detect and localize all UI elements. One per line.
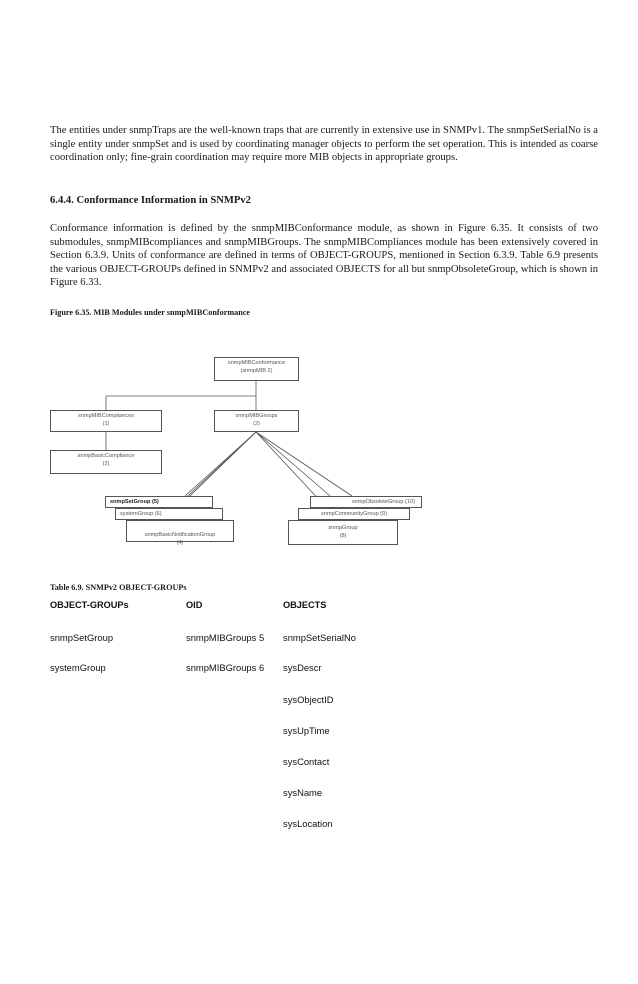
node-oid: (8) (339, 532, 347, 539)
figure-caption: Figure 6.35. MIB Modules under snmpMIBConformance (50, 308, 251, 317)
section-heading: 6.4.4. Conformance Information in SNMPv2 (50, 195, 251, 206)
node-name: snmpGroup (328, 525, 358, 531)
header-oid: OID (186, 600, 203, 610)
node-snmp-community-group (298, 508, 410, 520)
node-name: snmpCommunityGroup (9) (321, 511, 387, 517)
cell-object: sysObjectID (283, 694, 334, 705)
node-snmp-mib-conformance (214, 357, 299, 381)
node-name: snmpMIBConformance (227, 360, 286, 366)
node-name: snmpMIBGroups (235, 413, 278, 419)
table-caption: Table 6.9. SNMPv2 OBJECT-GROUPs (50, 583, 187, 592)
node-name: snmpBasicNotificationGroup (144, 532, 216, 538)
cell-object: sysLocation (283, 818, 333, 829)
node-oid: (4) (176, 539, 184, 546)
paragraph-conformance: Conformance information is defined by the snmpMIBConformance module, as shown in Figure 6.35. It consists of two submodules, snmpMIBcompliances and snmpMIBGroups. The snmpMIBCompliances module has been extensively covered in Section 6.3.9. Units of conformance are defined in terms of OBJECT-GROUPS, mentioned in Section 6.3.9. Table 6.9 presents the various OBJECT-GROUPs defined in SNMPv2 and associated OBJECTS for all but snmpObsoleteGroup, which is shown in Figure 6.33. (50, 223, 598, 289)
cell-oid: snmpMIBGroups 6 (186, 662, 265, 673)
cell-object: sysDescr (283, 662, 322, 673)
node-system-group (115, 508, 223, 520)
node-name: snmpMIBCompliances (78, 413, 134, 419)
node-snmp-obsolete-group (310, 496, 422, 508)
cell-oid: snmpMIBGroups 5 (186, 632, 265, 643)
node-name: snmpSetGroup (5) (110, 499, 159, 505)
node-snmp-mib-compliances (50, 410, 162, 432)
cell-object: sysUpTime (283, 725, 330, 736)
cell-group: systemGroup (50, 662, 106, 673)
node-name: snmpObsoleteGroup (10) (351, 499, 415, 505)
node-snmp-basic-compliance (50, 450, 162, 474)
node-name: systemGroup (6) (120, 511, 162, 517)
node-snmp-set-group (105, 496, 213, 508)
header-objects: OBJECTS (283, 600, 327, 610)
node-snmp-group (288, 520, 398, 545)
node-snmp-mib-groups (214, 410, 299, 432)
header-object-groups: OBJECT-GROUPs (50, 600, 129, 610)
node-oid: (2) (102, 460, 110, 467)
cell-object: sysName (283, 787, 323, 798)
node-snmp-basic-notification-group (126, 520, 234, 546)
node-oid: (1) (102, 420, 110, 427)
cell-group: snmpSetGroup (50, 632, 114, 643)
cell-object: snmpSetSerialNo (283, 632, 356, 643)
node-oid: (snmpMIB 2) (240, 367, 273, 374)
paragraph-traps: The entities under snmpTraps are the well-known traps that are currently in extensive use in SNMPv1. The snmpSetSerialNo is a single entity under snmpSet and is used by coordinating manager objects to perform the set operation. This is intended as coarse coordination only; fine-grain coordination may require more MIB objects in appropriate groups. (50, 125, 598, 164)
cell-object: sysContact (283, 756, 330, 767)
node-oid: (2) (253, 420, 260, 427)
node-name: snmpBasicCompliance (77, 453, 135, 459)
